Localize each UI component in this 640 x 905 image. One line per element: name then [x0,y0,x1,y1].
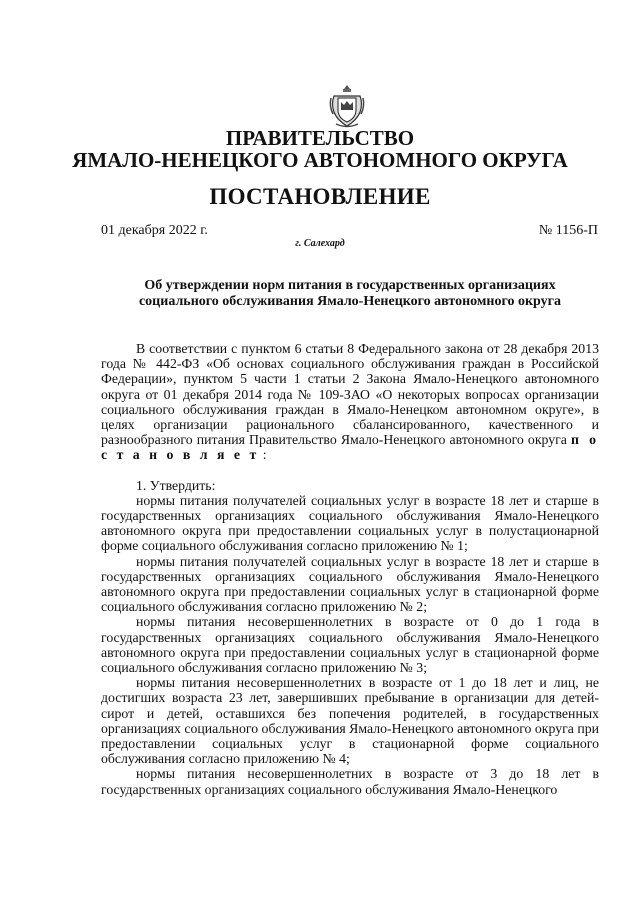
government-name-line1: ПРАВИТЕЛЬСТВО [225,126,415,150]
document-body [101,341,599,797]
document-date: 01 декабря 2022 г. [101,223,208,238]
document-number: № 1156-П [538,223,598,238]
list-item: нормы питания несовершеннолетних в возрасте от 1 до 18 лет и лиц, не достигших возраста 23 лет, завершивших пребывание в организации для детей-сирот и детей, оставшихся без попечения родителей, в государственных организациях социального обслуживания Ямало-Ненецкого автономного округа при предоставлении социальных услуг в стационарной форме социального обслуживания согласно приложению № 4; [101,675,599,767]
preamble-text: В соответствии с пунктом 6 статьи 8 Федерального закона от 28 декабря 2013 года № 442-ФЗ «Об основах социального обслуживания граждан в Российской Федерации», пунктом 5 части 1 статьи 2 Закона Ямало-Ненецкого автономного округа от 01 декабря 2014 года № 109-ЗАО «О некоторых вопросах организации социального обслуживания граждан в Ямало-Ненецком автономном округе», в целях организации рационального сбалансированного, качественного и разнообразного питания Правительство Ямало-Ненецкого автономного округа [101,341,599,448]
clause-heading: 1. Утвердить: [136,477,216,493]
document-city: г. Салехард [295,238,345,249]
list-item: нормы питания несовершеннолетних в возрасте от 0 до 1 года в государственных организациях социального обслуживания Ямало-Ненецкого автономного округа при предоставлении социальных услуг в стационарной форме социального обслуживания согласно приложению № 3; [101,614,599,676]
preamble-colon: : [259,447,267,463]
coat-of-arms-icon [328,84,366,128]
government-name-line2: ЯМАЛО-НЕНЕЦКОГО АВТОНОМНОГО ОКРУГА [72,148,568,172]
document-type: ПОСТАНОВЛЕНИЕ [209,184,431,209]
list-item: нормы питания получателей социальных услуг в возрасте 18 лет и старше в государственных организациях социального обслуживания Ямало-Ненецкого автономного округа при предоставлении социальных услуг в стационарной форме социального обслуживания согласно приложению № 2; [101,553,599,615]
decree-word: п о с т а н о в л я е т [101,432,599,463]
preamble-paragraph [101,341,599,463]
document-title: Об утверждении норм питания в государственных организациях социального обслуживания Ямало-Ненецкого автономного округа [138,278,562,309]
list-item: нормы питания получателей социальных услуг в возрасте 18 лет и старше в государственных организациях социального обслуживания Ямало-Ненецкого автономного округа при предоставлении социальных услуг в полустационарной форме социального обслуживания согласно приложению № 1; [101,492,599,554]
list-item: нормы питания несовершеннолетних в возрасте от 3 до 18 лет в государственных организациях социального обслуживания Ямало-Ненецкого [101,766,599,797]
